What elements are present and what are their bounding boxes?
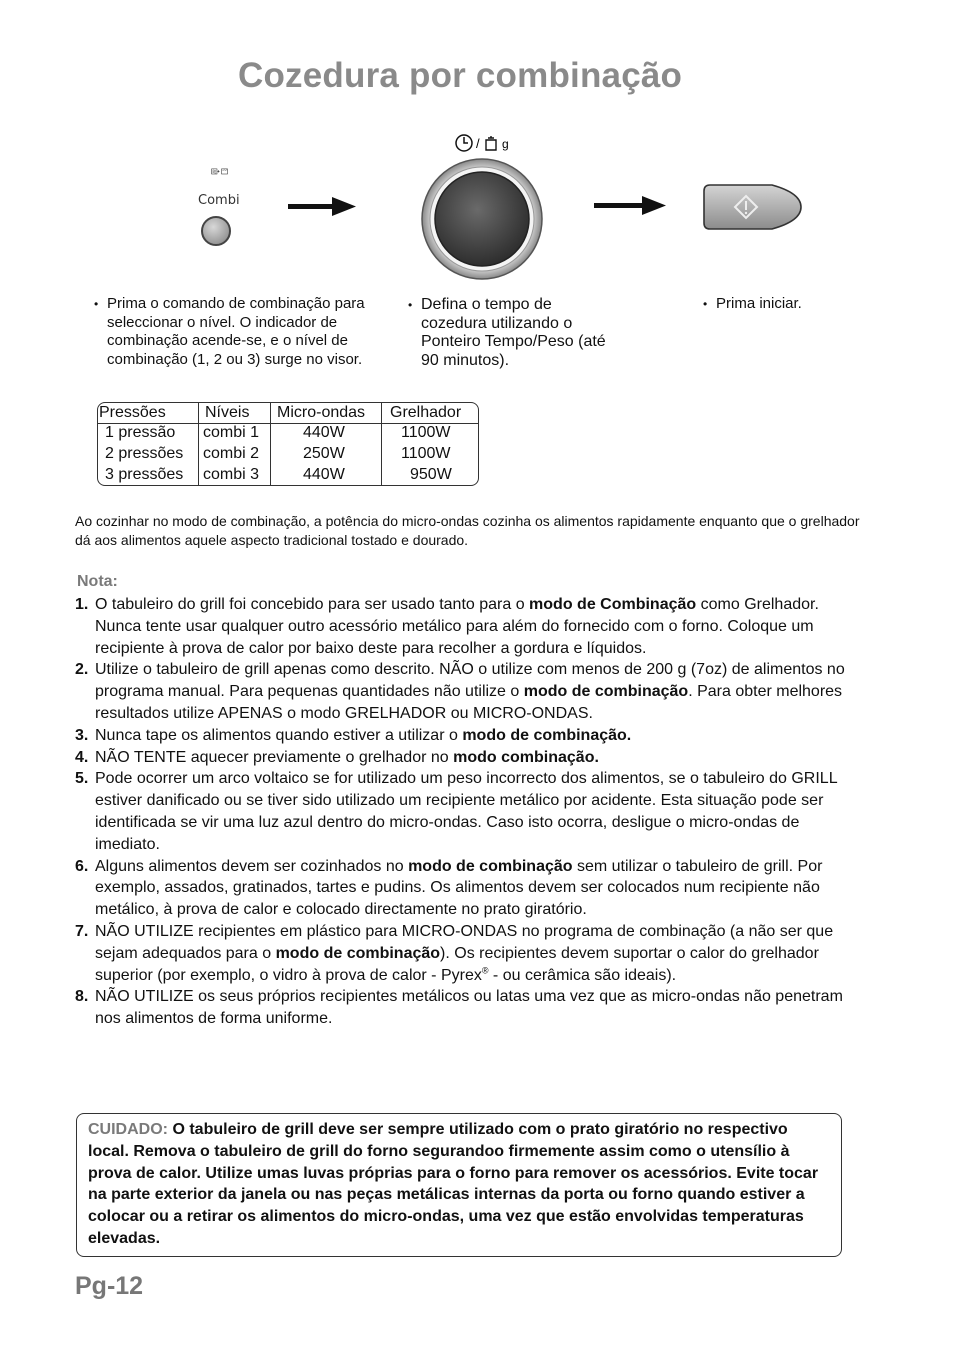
- list-item: 1. O tabuleiro do grill foi concebido para ser usado tanto para o modo de Combinação como Grelhador. Nunca tente usar qualquer outro acessório metálico para além do fornecido com o forno. Coloque um recipiente à prova de calor por baixo deste para recolher a gordura e líquidos.: [75, 596, 819, 657]
- table-header: Níveis: [205, 404, 250, 421]
- list-item: 8. NÃO UTILIZE os seus próprios recipientes metálicos ou latas uma vez que as micro-ondas não penetram nos alimentos de forma uniforme.: [75, 988, 843, 1028]
- table-cell: 1 pressão: [105, 424, 176, 441]
- table-cell: combi 3: [203, 466, 260, 483]
- table-cell: 250W: [303, 445, 345, 462]
- dial-icon-slash: /: [476, 136, 480, 151]
- list-item: 4. NÃO TENTE aquecer previamente o grelhador no modo combinação.: [75, 748, 599, 766]
- caution-label: CUIDADO:: [88, 1121, 168, 1138]
- list-item: 3. Nunca tape os alimentos quando estiver a utilizar o modo de combinação.: [75, 726, 632, 744]
- table-cell: 440W: [303, 466, 345, 483]
- svg-text:+: +: [217, 168, 220, 174]
- table-header: Micro-ondas: [277, 404, 366, 421]
- caution-text: O tabuleiro de grill deve ser sempre utilizado com o prato giratório no respectivo local. Remova o tabuleiro de grill do forno segurandoo firmemente assim como o utensílio à prova de calor. Utilize umas luvas próprias para o forno para remover os acessórios. Evite tocar na parte exterior da janela ou nas peças metálicas internas da porta ou forno quando estiver a colocar ou a retirar os alimentos do micro-ondas, uma vez que estão envolvidas temperaturas elevadas.: [88, 1121, 819, 1247]
- step-1-text: • Prima o comando de combinação para seleccionar o nível. O indicador de combinação acende-se, e o nível de combinação (1, 2 ou 3) surge no visor.: [94, 295, 365, 368]
- combi-button[interactable]: [201, 216, 231, 246]
- page-title: Cozedura por combinação: [238, 56, 683, 95]
- start-button[interactable]: [702, 183, 802, 231]
- table-header: Pressões: [99, 404, 166, 421]
- table-cell: 950W: [410, 466, 452, 483]
- table-cell: combi 1: [203, 424, 260, 441]
- table-cell: 1100W: [401, 424, 451, 441]
- time-weight-dial[interactable]: [420, 157, 544, 281]
- arrow-right-icon: [594, 195, 666, 217]
- dial-icon-g: g: [502, 137, 509, 151]
- list-item: 2. Utilize o tabuleiro de grill apenas como descrito. NÃO o utilize com menos de 200 g (7oz) de alimentos no programa manual. Para pequenas quantidades não utilize o modo de combinação. Para obter melhores resultados utilize APENAS o modo GRELHADOR ou MICRO-ONDAS.: [75, 661, 845, 722]
- table-cell: combi 2: [203, 445, 260, 462]
- table-cell: 3 pressões: [105, 466, 184, 483]
- step-2-text: • Defina o tempo de cozedura utilizando o Ponteiro Tempo/Peso (até 90 minutos).: [408, 296, 606, 369]
- note-label: Nota:: [77, 573, 118, 590]
- list-item: 7. NÃO UTILIZE recipientes em plástico para MICRO-ONDAS no programa de combinação (a não ser que sejam adequados para o modo de combinação). Os recipientes devem suportar o calor do grelhador superior (por exemplo, o vidro à prova de calor - Pyrex® - ou cerâmica são ideais).: [75, 922, 834, 984]
- table-header: Grelhador: [390, 404, 462, 421]
- list-item: 6. Alguns alimentos devem ser cozinhados no modo de combinação sem utilizar o tabuleiro de grill. Por exemplo, assados, gratinados, tartes e pudins. Os alimentos devem ser colocados num recipiente não metálico, à prova de calor e colocado directamente no prato giratório.: [75, 857, 823, 919]
- page-number: Pg-12: [75, 1272, 144, 1300]
- step-3-text: • Prima iniciar.: [703, 295, 802, 312]
- list-item: 5. Pode ocorrer um arco voltaico se for utilizado um peso incorrecto dos alimentos, se o tabuleiro do GRILL estiver danificado ou se tiver sido utilizado um recipiente metálico por acidente. Esta situação pode ser identificada se vir uma luz azul dentro do micro-ondas. Caso isto ocorra, desligue o micro-ondas de imediato.: [75, 770, 837, 853]
- caution-box: [76, 1113, 842, 1257]
- combination-levels-table: [97, 402, 479, 486]
- combi-label: Combi: [198, 193, 240, 208]
- arrow-right-icon: [288, 196, 356, 218]
- table-cell: 440W: [303, 424, 345, 441]
- time-weight-icon: [454, 132, 514, 154]
- table-cell: 1100W: [401, 445, 451, 462]
- notes-list: [75, 594, 845, 1030]
- intro-paragraph: Ao cozinhar no modo de combinação, a potência do micro-ondas cozinha os alimentos rapidamente enquanto que o grelhador dá aos alimentos aquele aspecto tradicional tostado e dourado.: [75, 513, 860, 548]
- table-cell: 2 pressões: [105, 445, 184, 462]
- combi-mode-icon: [190, 168, 250, 192]
